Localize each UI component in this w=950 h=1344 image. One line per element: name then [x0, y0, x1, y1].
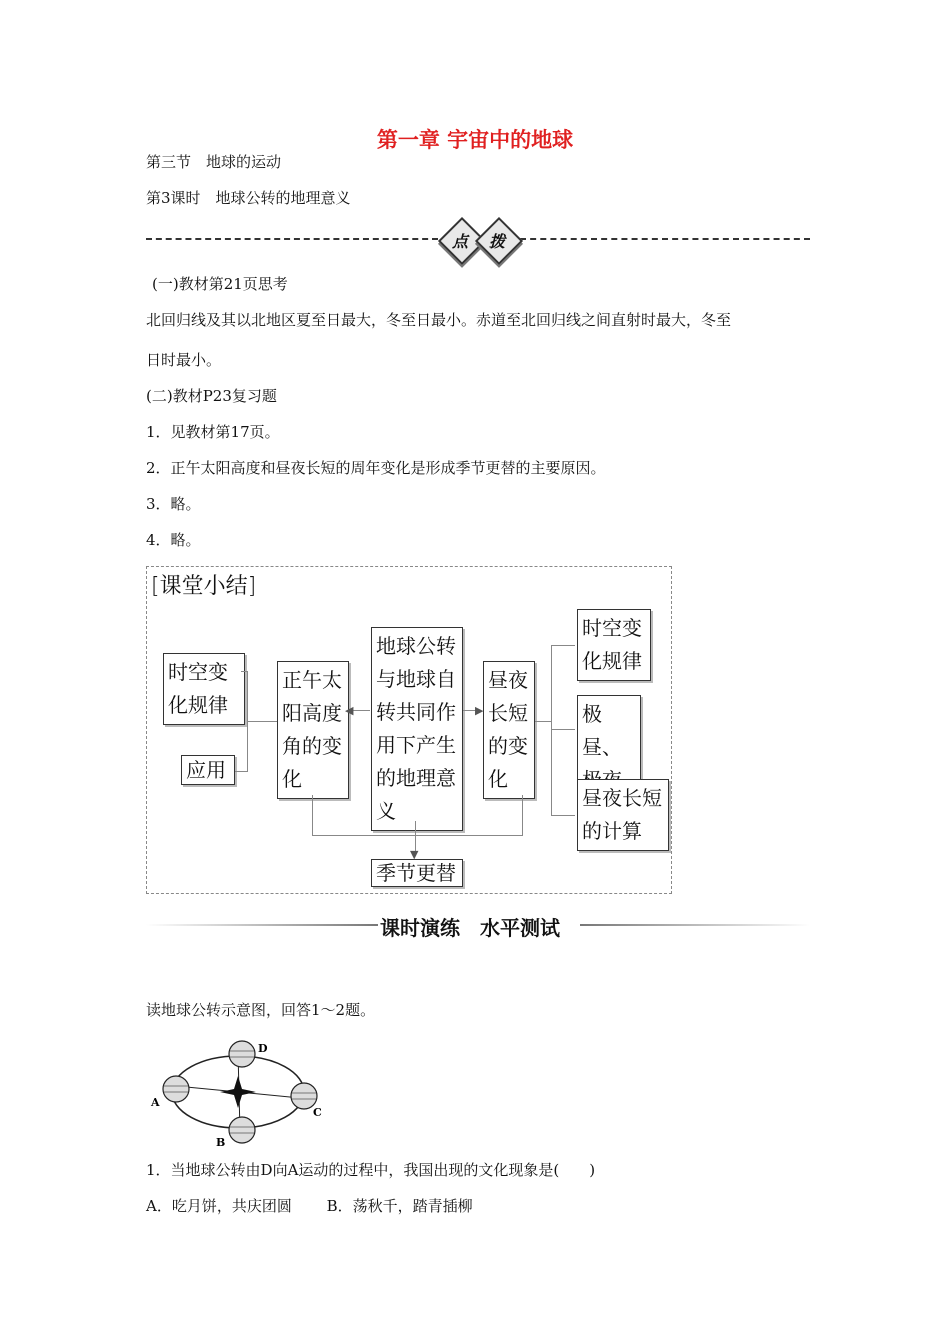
- practice-section-title: 课时演练 水平测试: [380, 916, 560, 940]
- connector: [551, 645, 552, 815]
- connector: [522, 795, 523, 835]
- badge-label-dian: 点: [451, 232, 468, 251]
- answer-item: 4．略。: [146, 531, 201, 549]
- earth-b-icon: [229, 1117, 255, 1143]
- answer-item: 1．见教材第17页。: [146, 423, 280, 441]
- part1-text-line1: 北回归线及其以北地区夏至日最大，冬至日最小。赤道至北回归线之间直射时最大，冬至: [146, 311, 732, 329]
- summary-title-wrap: [课堂小结]: [151, 574, 257, 599]
- box-noon-sun-angle: 正午太阳高度角的变化: [277, 661, 349, 799]
- box-day-length-calc: 昼夜长短的计算: [577, 779, 669, 851]
- part2-title: (二)教材P23复习题: [146, 387, 277, 405]
- arrow-head-down: ▼: [410, 848, 419, 861]
- connector: [535, 721, 551, 722]
- part1-text-line2: 日时最小。: [146, 351, 222, 369]
- answer-item: 3．略。: [146, 495, 201, 513]
- summary-title: 课堂小结: [159, 574, 248, 599]
- chapter-title: 第一章 宇宙中的地球: [376, 128, 574, 152]
- section-title: 第三节 地球的运动: [146, 153, 282, 171]
- box-right-rules: 时空变化规律: [577, 609, 651, 681]
- question-1: 1．当地球公转由D向A运动的过程中，我国出现的文化现象是( ): [146, 1161, 596, 1179]
- summary-panel: [146, 566, 672, 894]
- dashed-divider-left: [146, 238, 438, 240]
- connector: [551, 729, 575, 730]
- answer-item: 2．正午太阳高度和昼夜长短的周年变化是形成季节更替的主要原因。: [146, 459, 606, 477]
- heading-rule-left: [146, 924, 378, 926]
- box-center-meaning: 地球公转与地球自转共同作用下产生的地理意义: [371, 627, 463, 831]
- connector: [312, 835, 523, 836]
- question-1-options: A．吃月饼，共庆团圆 B．荡秋千，踏青插柳: [146, 1197, 473, 1215]
- orbit-diagram: [146, 1034, 336, 1150]
- connector: [247, 721, 277, 722]
- label-d: D: [258, 1042, 268, 1055]
- practice-intro: 读地球公转示意图，回答1～2题。: [146, 1001, 376, 1019]
- connector: [312, 795, 313, 835]
- label-b: B: [216, 1136, 226, 1149]
- part1-title: (一)教材第21页思考: [152, 275, 288, 293]
- badge-label-bo: 拨: [488, 232, 505, 251]
- connector: [551, 815, 575, 816]
- box-left-rules: 时空变化规律: [163, 653, 245, 725]
- earth-d-icon: [229, 1041, 255, 1067]
- earth-a-icon: [163, 1076, 189, 1102]
- connector: [241, 671, 248, 672]
- box-polar-day-night: 极昼、: [577, 695, 641, 800]
- connector: [551, 645, 575, 646]
- box-left-apply: 应用: [181, 755, 235, 785]
- connector: [235, 771, 248, 772]
- box-season-change: 季节更替: [371, 859, 463, 887]
- heading-rule-right: [580, 924, 810, 926]
- sun-icon: [220, 1076, 256, 1108]
- dashed-divider-right: [520, 238, 810, 240]
- box-day-night-length: 昼夜长短的变化: [483, 661, 535, 799]
- label-c: C: [313, 1106, 322, 1119]
- arrow-head-right: ▶: [475, 704, 484, 717]
- lesson-title: 第3课时 地球公转的地理意义: [146, 189, 351, 207]
- arrow-head-left: ◀: [345, 704, 354, 717]
- label-a: A: [151, 1096, 160, 1109]
